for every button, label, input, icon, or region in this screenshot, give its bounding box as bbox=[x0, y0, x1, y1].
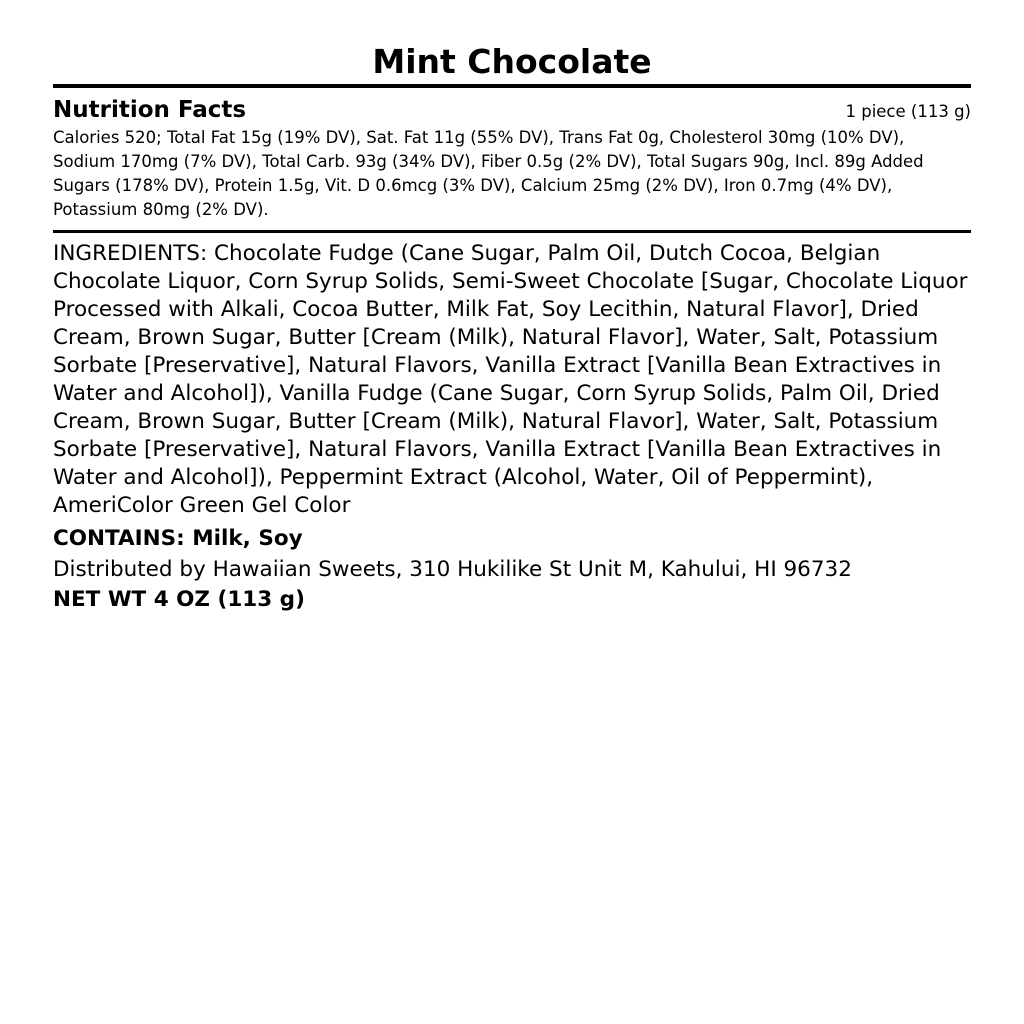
net-weight: NET WT 4 OZ (113 g) bbox=[53, 587, 305, 612]
distributor-statement: Distributed by Hawaiian Sweets, 310 Hukilike St Unit M, Kahului, HI 96732 bbox=[53, 557, 852, 582]
nutrition-facts-heading: Nutrition Facts bbox=[53, 97, 247, 123]
ingredients-list: INGREDIENTS: Chocolate Fudge (Cane Sugar, Palm Oil, Dutch Cocoa, Belgian Chocolate Liquor, Corn Syrup Solids, Semi-Sweet Chocolate [Sugar, Chocolate Liquor Processed with Alkali, Cocoa Butter, Milk Fat, Soy Lecithin, Natural Flavor], Dried Cream, Brown Sugar, Butter [Cream (Milk), Natural Flavor], Water, Salt, Potassium Sorbate [Preservative], Natural Flavors, Vanilla Extract [Vanilla Bean Extractives in Water and Alcohol]), Vanilla Fudge (Cane Sugar, Corn Syrup Solids, Palm Oil, Dried Cream, Brown Sugar, Butter [Cream (Milk), Natural Flavor], Water, Salt, Potassium Sorbate [Preservative], Natural Flavors, Vanilla Extract [Vanilla Bean Extractives in Water and Alcohol]), Peppermint Extract (Alcohol, Water, Oil of Peppermint), AmeriColor Green Gel Color bbox=[53, 241, 968, 518]
allergen-statement: CONTAINS: Milk, Soy bbox=[53, 526, 303, 551]
nutrition-header bbox=[53, 96, 971, 124]
top-divider bbox=[53, 84, 971, 88]
product-label bbox=[53, 40, 971, 614]
product-title: Mint Chocolate bbox=[372, 42, 652, 81]
serving-size: 1 piece (113 g) bbox=[845, 102, 971, 121]
middle-divider bbox=[53, 230, 971, 233]
nutrition-details: Calories 520; Total Fat 15g (19% DV), Sat. Fat 11g (55% DV), Trans Fat 0g, Cholesterol 30mg (10% DV), Sodium 170mg (7% DV), Total Carb. 93g (34% DV), Fiber 0.5g (2% DV), Total Sugars 90g, Incl. 89g Added Sugars (178% DV), Protein 1.5g, Vit. D 0.6mcg (3% DV), Calcium 25mg (2% DV), Iron 0.7mg (4% DV), Potassium 80mg (2% DV). bbox=[53, 128, 924, 219]
